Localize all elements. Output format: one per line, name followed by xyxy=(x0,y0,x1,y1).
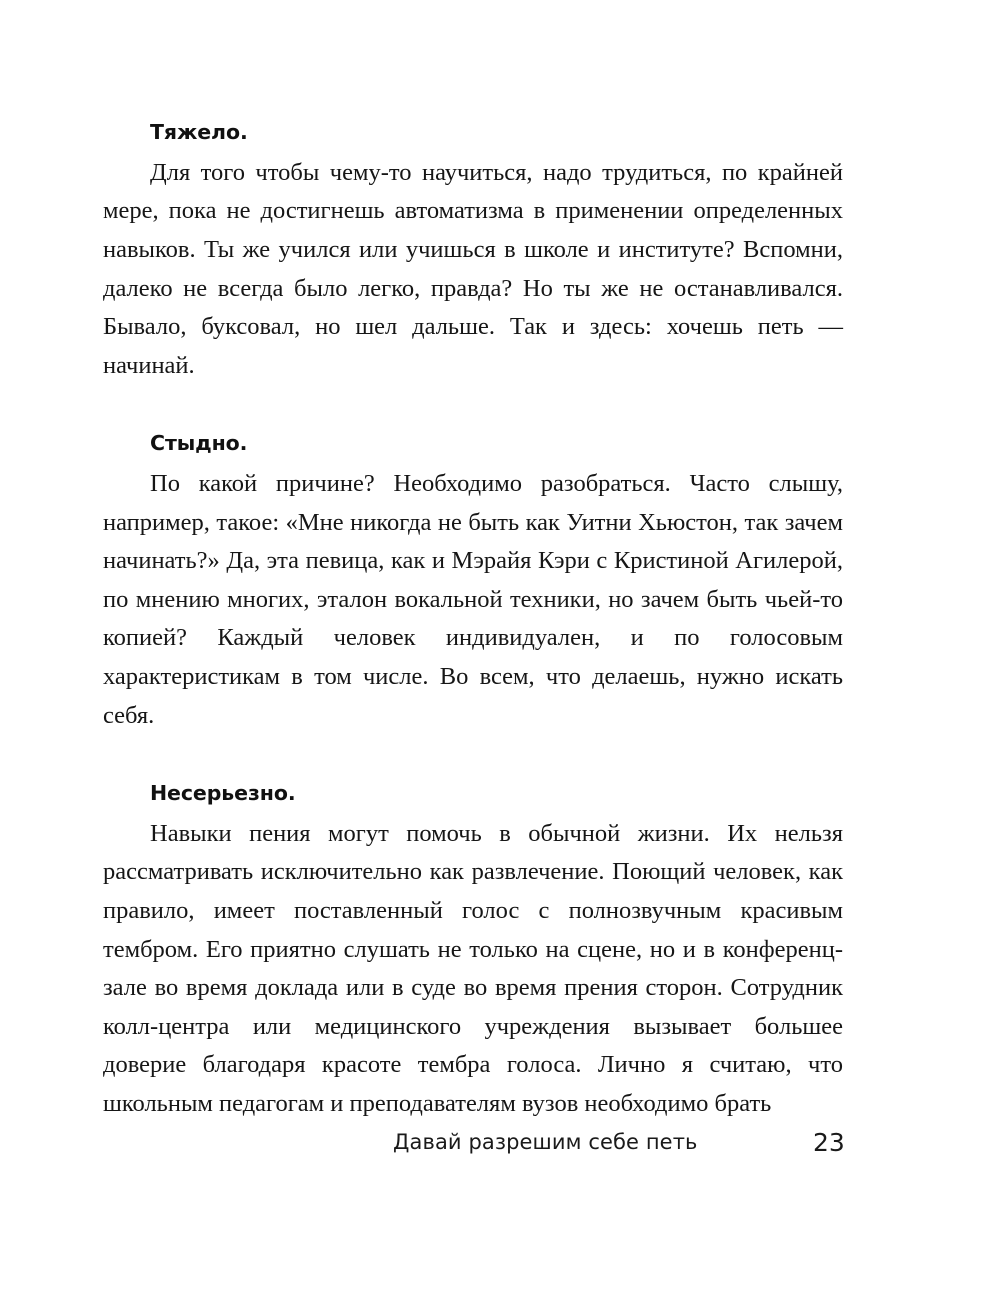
page-number: 23 xyxy=(813,1128,845,1157)
section-spacer xyxy=(103,765,843,779)
section-tyazhelo xyxy=(103,118,843,385)
section-paragraph: Для того чтобы чему-то научиться, надо трудиться, по крайней мере, пока не достигнешь автоматизма в применении определенных навыков. Ты же учился или учишься в школе и институте? Вспомни, далеко не всегда было легко, правда? Но ты же не останавливался. Бывало, буксовал, но шел дальше. Так и здесь: хочешь петь — начинай. xyxy=(103,158,843,379)
section-neseryezno xyxy=(103,779,843,1123)
section-heading: Стыдно. xyxy=(150,431,248,456)
page-content xyxy=(103,118,843,1154)
section-heading: Тяжело. xyxy=(150,120,248,144)
section-heading: Несерьезно. xyxy=(150,781,296,806)
section-paragraph: По какой причине? Необходимо разобраться. Часто слышу, например, такое: «Мне никогда не быть как Уитни Хьюстон, так зачем начинать?» Да, эта певица, как и Мэрайя Кэри с Кристиной Агилерой, по мнению многих, эталон вокальной техники, но зачем быть чьей-то копией? Каждый человек индивидуален, и по голосовым характеристикам в том числе. Во всем, что делаешь, нужно искать себя. xyxy=(103,470,843,729)
section-stydno xyxy=(103,429,843,735)
section-spacer xyxy=(103,415,843,429)
running-title: Давай разрешим себе петь xyxy=(393,1130,698,1154)
page-footer xyxy=(103,1130,843,1170)
section-paragraph: Навыки пения могут помочь в обычной жизни. Их нельзя рассматривать исключительно как развлечение. Поющий человек, как правило, имеет поставленный голос с полнозвучным красивым тембром. Его приятно слушать не только на сцене, но и в конференц-зале во время доклада или в суде во время прения сторон. Сотрудник колл-центра или медицинского учреждения вызывает большее доверие благодаря красоте тембра голоса. Лично я считаю, что школьным педагогам и преподавателям вузов необходимо брать xyxy=(103,819,843,1118)
